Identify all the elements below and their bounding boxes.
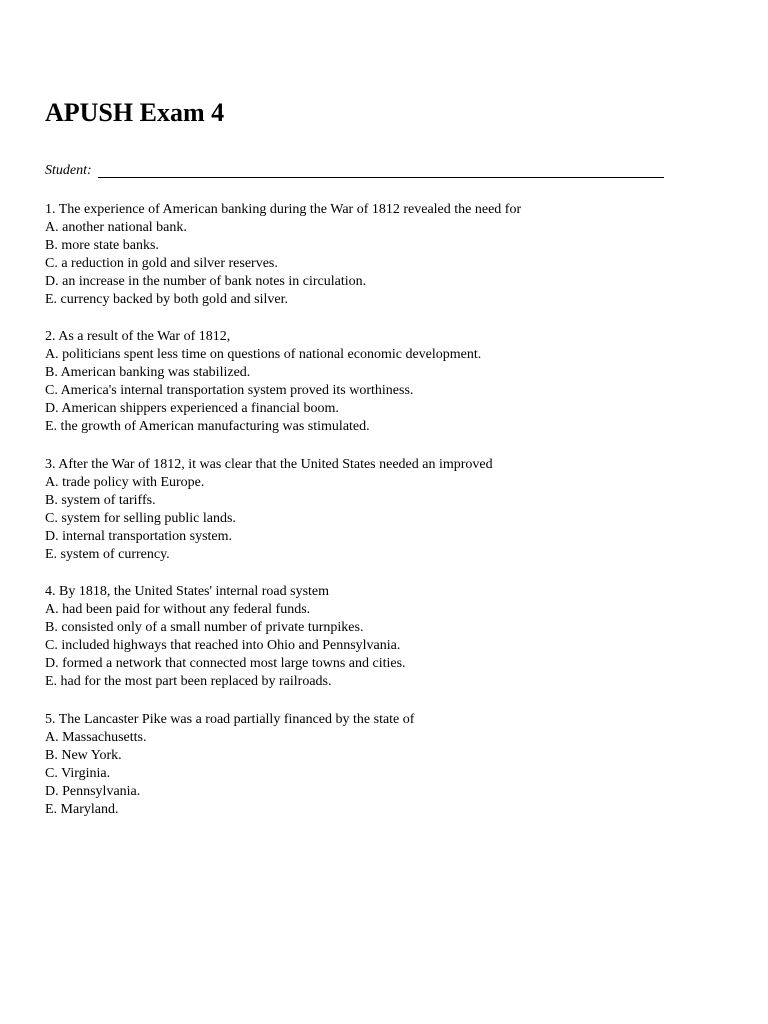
answer-choice-b: B. American banking was stabilized. (45, 365, 251, 380)
question-2 (45, 328, 725, 436)
answer-choice-b: B. system of tariffs. (45, 493, 156, 508)
answer-choice-c: C. Virginia. (45, 766, 111, 781)
answer-choice-d: D. formed a network that connected most large towns and cities. (45, 656, 406, 671)
answer-choice-d: D. an increase in the number of bank notes in circulation. (45, 274, 367, 289)
answer-choice-a: A. politicians spent less time on questions of national economic development. (45, 347, 482, 362)
answer-choice-a: A. another national bank. (45, 220, 187, 235)
question-4 (45, 583, 725, 691)
answer-choice-d: D. Pennsylvania. (45, 784, 141, 799)
answer-choice-d: D. internal transportation system. (45, 529, 233, 544)
answer-choice-b: B. New York. (45, 748, 122, 763)
answer-choice-a: A. had been paid for without any federal funds. (45, 602, 311, 617)
question-stem: 3. After the War of 1812, it was clear that the United States needed an improved (45, 457, 493, 472)
answer-choice-e: E. Maryland. (45, 802, 119, 817)
question-1 (45, 201, 725, 309)
question-5 (45, 711, 725, 819)
question-stem: 5. The Lancaster Pike was a road partially financed by the state of (45, 712, 415, 727)
answer-choice-c: C. America's internal transportation system proved its worthiness. (45, 383, 414, 398)
answer-choice-e: E. had for the most part been replaced by railroads. (45, 674, 332, 689)
answer-choice-b: B. more state banks. (45, 238, 159, 253)
student-field (45, 162, 665, 180)
question-3 (45, 456, 725, 564)
answer-choice-b: B. consisted only of a small number of private turnpikes. (45, 620, 364, 635)
answer-choice-a: A. Massachusetts. (45, 730, 147, 745)
exam-title: APUSH Exam 4 (45, 98, 225, 127)
answer-choice-e: E. the growth of American manufacturing was stimulated. (45, 419, 370, 434)
student-name-line (98, 177, 664, 178)
answer-choice-a: A. trade policy with Europe. (45, 475, 205, 490)
question-stem: 4. By 1818, the United States' internal road system (45, 584, 330, 599)
question-stem: 2. As a result of the War of 1812, (45, 329, 231, 344)
answer-choice-c: C. a reduction in gold and silver reserves. (45, 256, 278, 271)
question-stem: 1. The experience of American banking during the War of 1812 revealed the need for (45, 202, 522, 217)
answer-choice-d: D. American shippers experienced a financial boom. (45, 401, 339, 416)
answer-choice-e: E. system of currency. (45, 547, 170, 562)
answer-choice-c: C. included highways that reached into Ohio and Pennsylvania. (45, 638, 401, 653)
answer-choice-c: C. system for selling public lands. (45, 511, 236, 526)
answer-choice-e: E. currency backed by both gold and silver. (45, 292, 288, 307)
student-label: Student: (45, 163, 92, 178)
